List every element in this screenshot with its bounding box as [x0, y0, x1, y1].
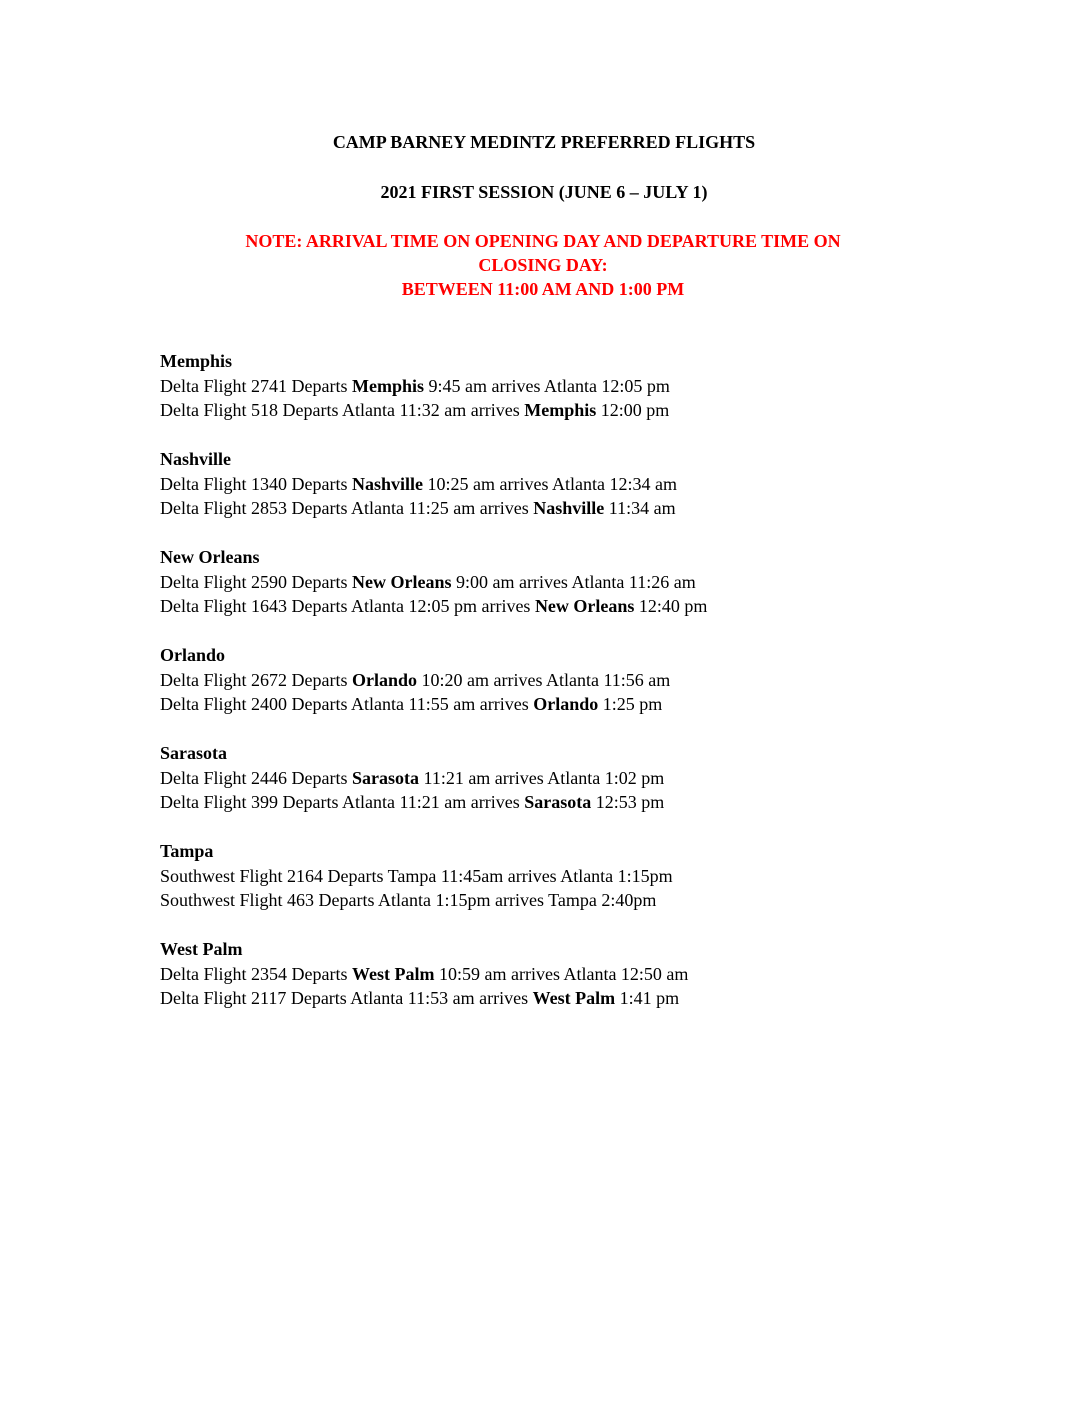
flight-text-post: 11:34 am — [604, 498, 676, 518]
flight-line — [160, 594, 960, 619]
flight-text-bold: West Palm — [532, 988, 616, 1008]
city-block — [160, 447, 960, 521]
flight-text-bold: Sarasota — [524, 792, 592, 812]
flight-text-bold: Orlando — [351, 669, 417, 690]
flight-line — [160, 986, 960, 1011]
flight-text-post: 12:00 pm — [596, 400, 670, 420]
flight-text-bold: West Palm — [351, 963, 435, 984]
flight-text-pre: Delta Flight 2741 Departs — [160, 375, 352, 396]
flight-text-pre: Delta Flight 518 Departs Atlanta 11:32 am arrives — [160, 400, 525, 420]
flight-text-bold: Memphis — [351, 375, 424, 396]
session-title: 2021 FIRST SESSION (JUNE 6 – JULY 1) — [380, 182, 708, 202]
city-heading: West Palm — [160, 939, 243, 959]
city-block — [160, 937, 960, 1011]
city-heading: Orlando — [160, 645, 226, 665]
flight-text-bold: New Orleans — [534, 596, 635, 616]
flight-text-bold: New Orleans — [351, 571, 452, 592]
flight-text-post: 10:59 am arrives Atlanta 12:50 am — [434, 963, 689, 984]
city-heading: New Orleans — [160, 547, 260, 567]
flight-line — [160, 374, 960, 399]
city-block — [160, 839, 960, 913]
flight-line — [160, 570, 960, 595]
flight-text-bold: Nashville — [351, 473, 423, 494]
note-line: BETWEEN 11:00 AM AND 1:00 PM — [401, 279, 685, 299]
flight-line — [160, 790, 960, 815]
document-title: CAMP BARNEY MEDINTZ PREFERRED FLIGHTS — [332, 132, 756, 152]
flight-text-post: 12:40 pm — [634, 596, 708, 616]
city-heading: Memphis — [160, 351, 232, 371]
arrival-note — [130, 229, 956, 301]
flight-text-post: 10:20 am arrives Atlanta 11:56 am — [417, 669, 671, 690]
flight-text-bold: Memphis — [524, 400, 597, 420]
city-heading: Sarasota — [160, 743, 227, 763]
flight-text-pre: Delta Flight 399 Departs Atlanta 11:21 am arrives — [160, 792, 525, 812]
flight-line — [160, 766, 960, 791]
flight-line — [160, 398, 960, 423]
flight-line — [160, 472, 960, 497]
flight-line — [160, 496, 960, 521]
flight-line — [160, 962, 960, 987]
flight-line — [160, 864, 960, 889]
flight-line — [160, 668, 960, 693]
flight-text-pre: Southwest Flight 463 Departs Atlanta 1:15pm arrives Tampa 2:40pm — [160, 890, 657, 910]
note-line: CLOSING DAY: — [478, 255, 608, 275]
flight-text-pre: Delta Flight 1643 Departs Atlanta 12:05 pm arrives — [160, 596, 535, 616]
flight-text-bold: Sarasota — [351, 767, 419, 788]
city-block — [160, 643, 960, 717]
flight-text-post: 12:53 pm — [591, 792, 665, 812]
flight-line — [160, 692, 960, 717]
city-heading: Nashville — [160, 449, 232, 469]
flight-text-post: 11:21 am arrives Atlanta 1:02 pm — [418, 767, 665, 788]
flight-line — [160, 888, 960, 913]
flight-text-pre: Delta Flight 2446 Departs — [160, 767, 352, 788]
flight-text-post: 10:25 am arrives Atlanta 12:34 am — [423, 473, 677, 494]
flight-text-post: 9:45 am arrives Atlanta 12:05 pm — [423, 375, 670, 396]
city-block — [160, 545, 960, 619]
flight-text-pre: Delta Flight 2590 Departs — [160, 571, 352, 592]
note-line: NOTE: ARRIVAL TIME ON OPENING DAY AND DEPARTURE TIME ON — [245, 231, 841, 251]
flight-text-pre: Delta Flight 2853 Departs Atlanta 11:25 am arrives — [160, 498, 534, 518]
flight-text-pre: Delta Flight 2672 Departs — [160, 669, 352, 690]
flight-text-pre: Delta Flight 2354 Departs — [160, 963, 352, 984]
city-block — [160, 349, 960, 423]
flight-text-pre: Delta Flight 2400 Departs Atlanta 11:55 am arrives — [160, 694, 534, 714]
flight-text-pre: Delta Flight 1340 Departs — [160, 473, 352, 494]
flight-text-bold: Nashville — [533, 498, 605, 518]
flight-text-pre: Southwest Flight 2164 Departs Tampa 11:45am arrives Atlanta 1:15pm — [160, 865, 673, 886]
city-block — [160, 741, 960, 815]
flight-text-post: 9:00 am arrives Atlanta 11:26 am — [451, 571, 696, 592]
flight-text-post: 1:25 pm — [598, 694, 663, 714]
flight-text-post: 1:41 pm — [615, 988, 680, 1008]
city-heading: Tampa — [160, 841, 214, 861]
flight-text-pre: Delta Flight 2117 Departs Atlanta 11:53 am arrives — [160, 988, 533, 1008]
flight-schedule — [160, 349, 960, 1035]
flight-text-bold: Orlando — [533, 694, 599, 714]
